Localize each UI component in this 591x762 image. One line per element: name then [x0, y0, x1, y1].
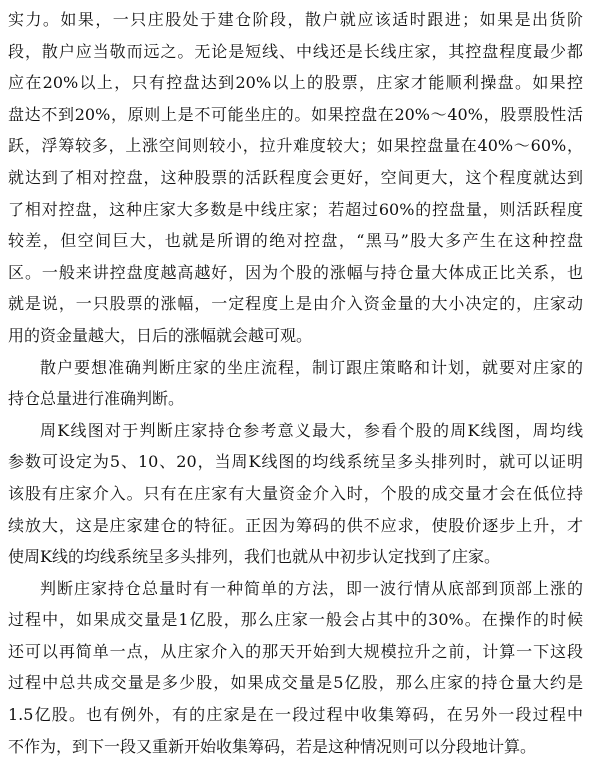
text-line: 了相对控盘，这种庄家大多数是中线庄家；若超过60%的控盘量，则活跃程度 [8, 199, 583, 219]
text-line: 就达到了相对控盘，这种股票的活跃程度会更好，空间更大，这个程度就达到 [8, 167, 583, 187]
text-line: 使周K线的均线系统呈多头排列，我们也就从中初步认定找到了庄家。 [8, 547, 500, 567]
text-line: 应在20%以上，只有控盘达到20%以上的股票，庄家才能顺利操盘。如果控 [8, 73, 583, 93]
text-line: 实力。如果，一只庄股处于建仓阶段，散户就应该适时跟进；如果是出货阶 [8, 10, 583, 29]
text-line: 跃，浮筹较多，上涨空间则较小，拉升难度较大；如果控盘量在40%～60%， [8, 136, 583, 156]
paragraph-3 [8, 415, 583, 573]
text-line: 判断庄家持仓总量时有一种简单的方法，即一波行情从底部到顶部上涨的 [40, 578, 583, 598]
text-line: 该股有庄家介入。只有在庄家有大量资金介入时，个股的成交量才会在低位持 [8, 483, 583, 503]
text-line: 还可以再简单一点，从庄家介入的那天开始到大规模拉升之前，计算一下这段 [8, 641, 583, 661]
text-line: 段，散户应当敬而远之。无论是短线、中线还是长线庄家，其控盘程度最少都 [8, 41, 583, 61]
text-line: 散户要想准确判断庄家的坐庄流程，制订跟庄策略和计划，就要对庄家的 [40, 357, 583, 377]
paragraph-4 [8, 573, 583, 762]
paragraph-1 [8, 4, 583, 352]
text-line: 盘达不到20%，原则上是不可能坐庄的。如果控盘在20%～40%，股票股性活 [8, 104, 583, 124]
text-line: 过程中，如果成交量是1亿股，那么庄家一般会占其中的30%。在操作的时候 [8, 610, 583, 630]
text-line: 续放大，这是庄家建仓的特征。正因为筹码的供不应求，使股价逐步上升，才 [8, 515, 583, 535]
paragraph-2 [8, 352, 583, 415]
text-line: 区。一般来讲控盘度越高越好，因为个股的涨幅与持仓量大体成正比关系，也 [8, 262, 583, 282]
text-line: 较差，但空间巨大，也就是所谓的绝对控盘，“黑马”股大多产生在这种控盘 [8, 231, 583, 251]
text-line: 周K线图对于判断庄家持仓参考意义最大，参看个股的周K线图，周均线 [40, 420, 583, 440]
text-line: 用的资金量越大，日后的涨幅就会越可观。 [8, 325, 313, 345]
text-line: 持仓总量进行准确判断。 [8, 389, 185, 409]
text-line: 不作为，到下一段又重新开始收集筹码，若是这种情况则可以分段地计算。 [8, 736, 537, 756]
text-line: 就是说，一只股票的涨幅，一定程度上是由介入资金量的大小决定的，庄家动 [8, 294, 583, 314]
text-line: 参数可设定为5、10、20，当周K线图的均线系统呈多头排列时，就可以证明 [8, 452, 583, 472]
text-line: 过程中总共成交量是多少股，如果成交量是5亿股，那么庄家的持仓量大约是 [8, 673, 583, 693]
text-line: 1.5亿股。也有例外，有的庄家是在一段过程中收集筹码，在另外一段过程中 [8, 705, 583, 725]
